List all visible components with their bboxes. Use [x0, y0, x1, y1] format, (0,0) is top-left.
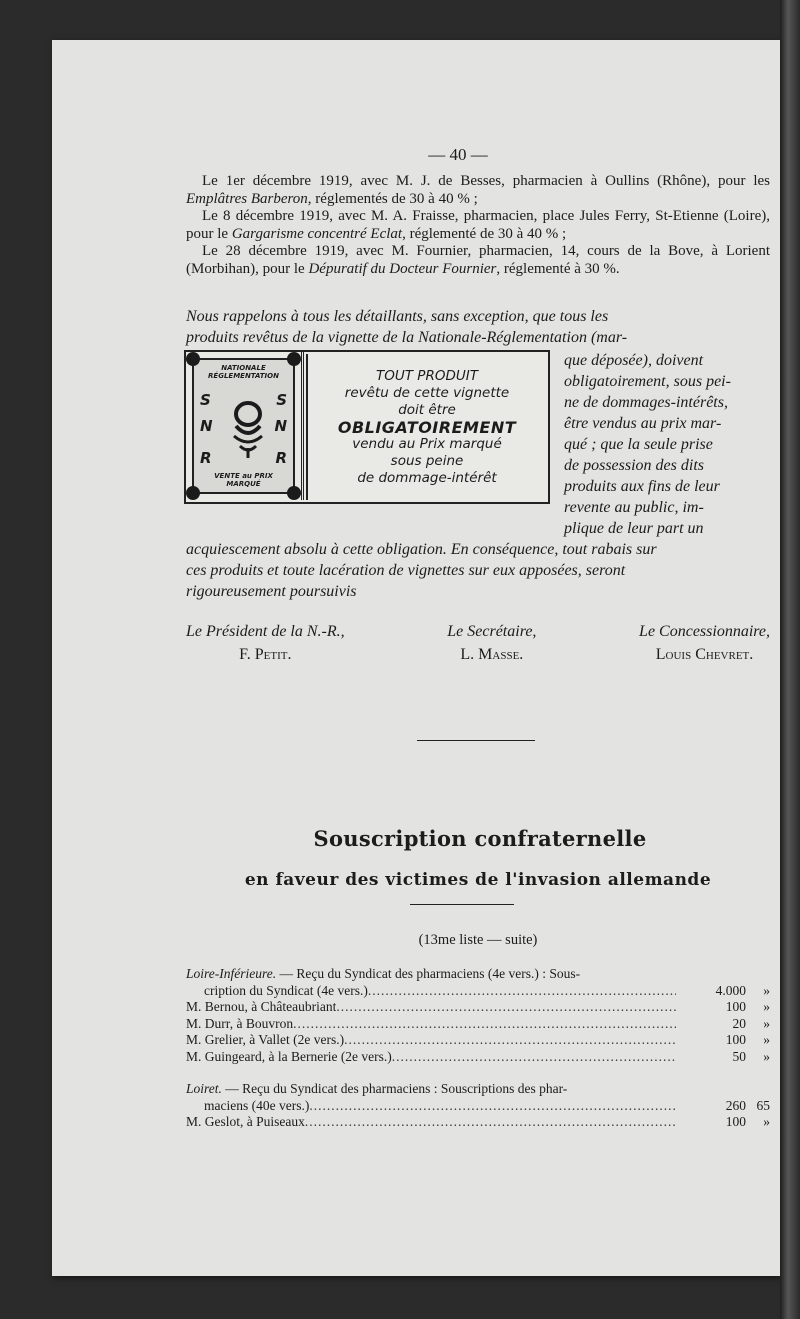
page-edge	[780, 0, 800, 1319]
vignette-line: doit être	[398, 401, 456, 418]
section-title: Souscription confraternelle	[313, 826, 647, 851]
stamp-letter: N	[274, 417, 287, 435]
vignette-line: de dommage-intérêt	[357, 469, 497, 486]
side-line: que déposée), doivent	[564, 352, 704, 369]
notice	[186, 306, 770, 602]
vignette-block	[186, 350, 770, 539]
side-line: plique de leur part un	[564, 520, 704, 537]
page-number: — 40 —	[428, 145, 488, 164]
signature-president: Le Président de la N.-R., F. Petit.	[186, 623, 345, 663]
paragraph-3: Le 28 décembre 1919, avec M. Fournier, pharmacien, 14, cours de la Bove, à Lorient (Morbihan), pour le Dépuratif du Docteur Fournier, réglementé à 30 %.	[186, 243, 770, 277]
group-loiret	[186, 1081, 770, 1131]
vignette-stamp	[186, 352, 304, 500]
group-spacer	[186, 1065, 770, 1081]
section-subtitle: en faveur des victimes de l'invasion allemande	[244, 870, 712, 890]
list-item: maciens (40e vers.) ..... 260 65	[186, 1098, 770, 1115]
vignette-line-bold: OBLIGATOIREMENT	[337, 417, 517, 437]
group-loire-inferieure	[186, 966, 770, 1065]
list-item: M. Durr, à Bouvron ..... 20 »	[186, 1016, 770, 1033]
notice-side-text	[564, 350, 770, 539]
document-body	[186, 145, 770, 666]
stamp-letter: N	[200, 417, 213, 435]
stamp-bottom-text: VENTE au PRIX MARQUÉ	[214, 472, 273, 488]
signature-secretary: Le Secrétaire, L. Masse.	[447, 623, 537, 663]
stamp-frame	[192, 358, 295, 494]
stamp-letter: R	[275, 449, 287, 467]
subscription-list	[186, 966, 770, 1131]
side-line: qué ; que la seule prise	[564, 436, 713, 453]
notice-line: rigoureusement poursuivis	[186, 583, 357, 600]
side-line: revente au public, im-	[564, 499, 704, 516]
vignette-text	[306, 354, 546, 500]
vignette-line: sous peine	[390, 452, 464, 469]
list-item: M. Bernou, à Châteaubriant ..... 100 »	[186, 999, 770, 1016]
signature-concessionnaire: Le Concessionnaire, Louis Chevret.	[639, 623, 770, 663]
stamp-letter: R	[200, 449, 212, 467]
vignette-line: TOUT PRODUIT	[376, 367, 478, 384]
side-line: de possession des dits	[564, 457, 704, 474]
list-item: cription du Syndicat (4e vers.) ..... 4.000 »	[186, 983, 770, 1000]
stamp-letter: S	[276, 391, 287, 409]
list-item: M. Grelier, à Vallet (2e vers.) ..... 100 »	[186, 1032, 770, 1049]
subtitle-divider	[410, 904, 514, 905]
vignette-line: vendu au Prix marqué	[352, 435, 502, 452]
list-item: M. Geslot, à Puiseaux ..... 100 »	[186, 1114, 770, 1131]
stamp-top-text: NATIONALE RÉGLEMENTATION	[208, 364, 279, 380]
list-number: (13me liste — suite)	[418, 932, 538, 948]
group-header: Loire-Inférieure. — Reçu du Syndicat des pharmaciens (4e vers.) : Sous-	[186, 966, 581, 981]
notice-line: Nous rappelons à tous les détaillants, sans exception, que tous les	[186, 308, 609, 325]
side-line: être vendus au prix mar-	[564, 415, 722, 432]
corner-dot-icon	[186, 486, 200, 500]
vignette-line: revêtu de cette vignette	[344, 384, 510, 401]
notice-line: acquiescement absolu à cette obligation. En conséquence, tout rabais sur	[186, 541, 657, 558]
side-line: obligatoirement, sous pei-	[564, 373, 731, 390]
signatures	[186, 620, 770, 666]
stamp-letter: S	[200, 391, 211, 409]
notice-line: produits revêtus de la vignette de la Nationale-Réglementation (mar-	[186, 329, 628, 346]
side-line: produits aux fins de leur	[564, 478, 720, 495]
vignette-box	[184, 350, 550, 504]
side-line: ne de dommages-intérêts,	[564, 394, 728, 411]
section-divider	[417, 740, 535, 741]
paragraph-2: Le 8 décembre 1919, avec M. A. Fraisse, pharmacien, place Jules Ferry, St-Etienne (Loire), pour le Gargarisme concentré Eclat, réglementé de 30 à 40 % ;	[186, 208, 770, 242]
corner-dot-icon	[287, 352, 301, 366]
corner-dot-icon	[186, 352, 200, 366]
notice-line: ces produits et toute lacération de vignettes sur eux apposées, seront	[186, 562, 626, 579]
paragraph-1: Le 1er décembre 1919, avec M. J. de Besses, pharmacien à Oullins (Rhône), pour les Emplâtres Barberon, réglementés de 30 à 40 % ;	[186, 173, 770, 207]
serpent-cup-emblem-icon	[226, 396, 270, 460]
group-header: Loiret. — Reçu du Syndicat des pharmaciens : Souscriptions des phar-	[186, 1081, 568, 1096]
list-item: M. Guingeard, à la Bernerie (2e vers.) ..... 50 »	[186, 1049, 770, 1066]
corner-dot-icon	[287, 486, 301, 500]
